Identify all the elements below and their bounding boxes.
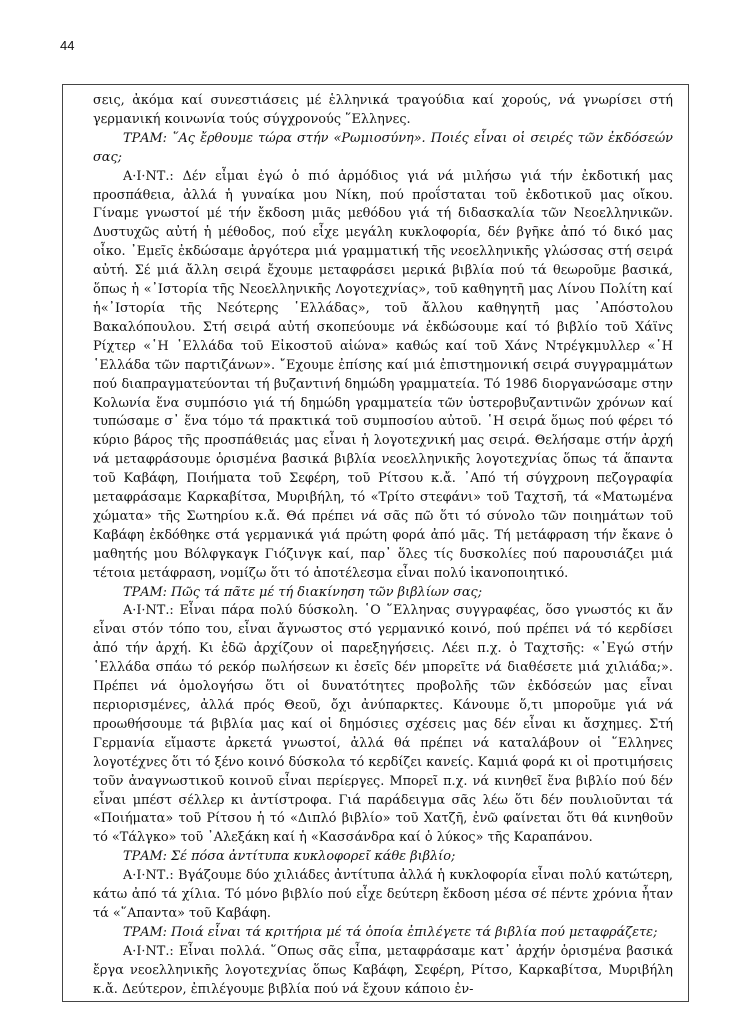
answer-paragraph: Α·Ι·ΝΤ.: Βγάζουμε δύο χιλιάδες ἀντίτυπα ἀλλά ἡ κυκλοφορία εἶναι πολύ κατώτερη, κάτω ἀπό τά χίλια. Τό μόνο βιβλίο πού εἶχε δεύτερη ἔκδοση μέσα σέ πέντε χρόνια ἦταν τά «῞Απαντα» τοῦ Καβάφη. [93,868,673,921]
answer-paragraph: Α·Ι·ΝΤ.: Εἶναι πάρα πολύ δύσκολη. ῾Ο ῞Ελληνας συγγραφέας, ὅσο γνωστός κι ἄν εἶναι στόν τόπο του, εἶναι ἄγνωστος στό γερμανικό κοινό, πού πρέπει νά τό κερδίσει ἀπό τήν ἀρχή. Κι ἐδῶ ἀρχίζουν οἱ παρεξηγήσεις. Λέει π.χ. ὁ Ταχτσῆς: «᾿Εγώ στήν ῾Ελλάδα σπάω τό ρεκόρ πωλήσεων κι ἐσεῖς δέν μπορεῖτε νά διαθέσετε μιά χιλιάδα;». Πρέπει νά ὁμολογήσω ὅτι οἱ δυνατότητες προβολῆς τῶν ἐκδόσεών μας εἶναι περιορισμένες, ἀλλά πρός Θεοῦ, ὄχι ἀνύπαρκτες. Κάνουμε ὅ,τι μποροῦμε γιά νά προωθήσουμε τά βιβλία μας καί οἱ δημόσιες σχέσεις μας δέν εἶναι κι ἄσχημες. Στή Γερμανία εἴμαστε ἀρκετά γνωστοί, ἀλλά θά πρέπει νά καταλάβουν οἱ ῞Ελληνες λογοτέχνες ὅτι τό ξένο κοινό δύσκολα τό κερδίζει κανείς. Καμιά φορά κι οἱ προτιμήσεις τοῦν ἀναγνωστικοῦ κοινοῦ εἶναι περίεργες. Μπορεῖ π.χ. νά κινηθεῖ ἕνα βιβλίο πού δέν εἶναι μπέστ σέλλερ κι ἀντίστροφα. Γιά παράδειγμα σᾶς λέω ὅτι δέν πουλιοῦνται τά «Ποιήματα» τοῦ Ρίτσου ἡ τό «Διπλό βιβλίο» τοῦ Χατζῆ, ἐνῶ φαίνεται ὅτι θά κινηθοῦν τό «Τάλγκο» τοῦ ᾿Αλεξάκη καί ἡ «Κασσάνδρα καί ὁ λύκος» τῆς Καραπάνου. [93,603,673,846]
question-paragraph: ΤΡΑΜ: Σέ πόσα ἀντίτυπα κυκλοφορεῖ κάθε βιβλίο; [123,849,456,865]
page-number: 44 [60,38,75,53]
text-body [93,92,673,1000]
answer-paragraph: Α·Ι·ΝΤ.: Δέν εἶμαι ἐγώ ὁ πιό ἁρμόδιος γιά νά μιλήσω γιά τήν ἐκδοτική μας προσπάθεια, ἀλλά ἡ γυναίκα μου Νίκη, πού προΐσταται τοῦ ἐκδοτικοῦ μας οἴκου. Γίναμε γνωστοί μέ τήν ἔκδοση μιᾶς μεθόδου γιά τή διδασκαλία τῶν Νεοελληνικῶν. Δυστυχῶς αὐτή ἡ μέθοδος, πού εἶχε μεγάλη κυκλοφορία, δέν βγῆκε ἀπό τό δικό μας οἶκο. ᾿Εμεῖς ἐκδώσαμε ἀργότερα μιά γραμματική τῆς νεοελληνικῆς γλώσσας στή σειρά αὐτή. Σέ μιά ἄλλη σειρά ἔχουμε μεταφράσει μερικά βιβλία πού τά θεωροῦμε βασικά, ὅπως ἡ «᾿Ιστορία τῆς Νεοελληνικῆς Λογοτεχνίας», τοῦ καθηγητῆ μας Λίνου Πολίτη καί ἡ«᾿Ιστορία τῆς Νεότερης ῾Ελλάδας», τοῦ ἄλλου καθηγητῆ μας ᾿Απόστολου Βακαλόπουλου. Στή σειρά αὐτή σκοπεύουμε νά ἐκδώσουμε καί τό βιβλίο τοῦ Χάϊνς Ρίχτερ «῾Η ῾Ελλάδα τοῦ Εἰκοστοῦ αἰώνα» καθώς καί τοῦ Χάνς Ντρέγκμυλλερ «῾Η ῾Ελλάδα τῶν παρτιζάνων». ῎Εχουμε ἐπίσης καί μιά ἐπιστημονική σειρά συγγραμμάτων πού διαπραγματεύονται τή βυζαντινή δημώδη γραμματεία. Τό 1986 διοργανώσαμε στην Κολωνία ἕνα συμπόσιο γιά τή δημώδη γραμματεία τῶν ὑστεροβυζαντινῶν χρόνων καί τυπώσαμε σ᾿ ἕνα τόμο τά πρακτικά τοῦ συμποσίου αὐτοῦ. ῾Η σειρά ὅμως πού φέρει τό κύριο βάρος τῆς προσπάθειάς μας εἶναι ἡ λογοτεχνική μας σειρά. Θελήσαμε στήν ἀρχή νά μεταφράσουμε ὁρισμένα βασικά βιβλία νεοελληνικῆς λογοτεχνίας ὅπως τά ἅπαντα τοῦ Καβάφη, Ποιήματα τοῦ Σεφέρη, τοῦ Ρίτσου κ.ἄ. ᾿Από τή σύγχρονη πεζογραφία μεταφράσαμε Καρκαβίτσα, Μυριβήλη, τό «Τρίτο στεφάνι» τοῦ Ταχτσῆ, τά «Ματωμένα χώματα» τῆς Σωτηρίου κ.ἄ. Θά πρέπει νά σᾶς πῶ ὅτι τό σύνολο τῶν ποιημάτων τοῦ Καβάφη ἐκδόθηκε στά γερμανικά γιά πρώτη φορά ἀπό μᾶς. Τή μετάφραση τήν ἔκανε ὁ μαθητής μου Βόλφγκαγκ Γιόζινγκ καί, παρ᾿ ὅλες τίς δυσκολίες πού παρουσιάζει μιά τέτοια μετάφραση, νομίζω ὅτι τό ἀποτέλεσμα εἶναι πολύ ἱκανοποιητικό. [93,168,673,581]
question-paragraph: ΤΡΑΜ: ῞Ας ἔρθουμε τώρα στήν «Ρωμιοσύνη». Ποιές εἶναι οἱ σειρές τῶν ἐκδόσεών σας; [93,130,673,165]
question-paragraph: ΤΡΑΜ: Πῶς τά πᾶτε μέ τή διακίνηση τῶν βιβλίων σας; [123,584,483,600]
answer-paragraph: σεις, ἀκόμα καί συνεστιάσεις μέ ἑλληνικά τραγούδια καί χορούς, νά γνωρίσει στή γερμανική κοινωνία τούς σύγχρονούς ῞Ελληνες. [93,93,673,127]
question-paragraph: ΤΡΑΜ: Ποιά εἶναι τά κριτήρια μέ τά ὁποία ἐπιλέγετε τά βιβλία πού μεταφράζετε; [123,924,658,940]
answer-paragraph: Α·Ι·ΝΤ.: Εἶναι πολλά. ῞Οπως σᾶς εἶπα, μεταφράσαμε κατ᾿ ἀρχήν ὁρισμένα βασικά ἔργα νεοελληνικῆς λογοτεχνίας ὅπως Καβάφη, Σεφέρη, Ρίτσο, Καρκαβίτσα, Μυριβήλη κ.ἄ. Δεύτερον, ἐπιλέγουμε βιβλία πού νά ἔχουν κάποιο ἐν- [93,943,673,997]
